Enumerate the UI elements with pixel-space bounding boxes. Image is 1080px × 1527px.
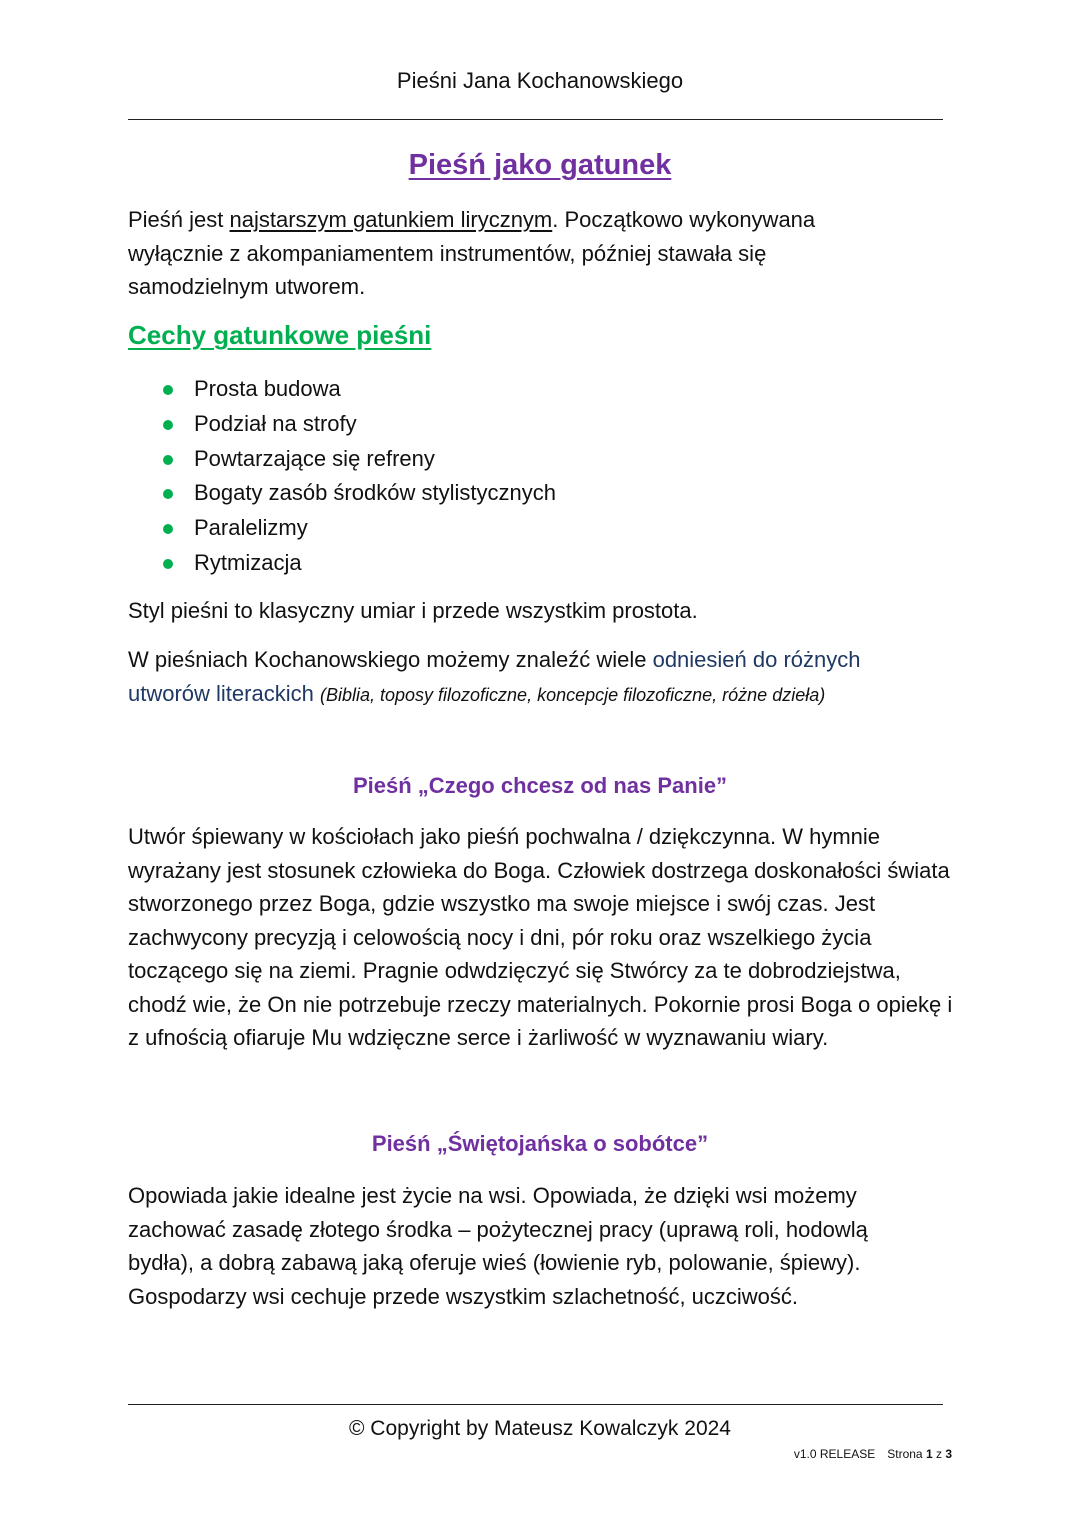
references-paragraph xyxy=(128,643,928,712)
song-paragraph-czego-chcesz: Utwór śpiewany w kościołach jako pieśń pochwalna / dziękczynna. W hymnie wyrażany jest stosunek człowieka do Boga. Człowiek dostrzega doskonałości świata stworzonego przez Boga, gdzie wszystko ma swoje miejsce i swój czas. Jest zachwycony precyzją i celowością nocy i dni, pór roku oraz wszelkiego życia toczącego się na ziemi. Pragnie odwdzięczyć się Stwórcy za te dobrodziejstwa, chodź wie, że On nie potrzebuje rzeczy materialnych. Pokornie prosi Boga o opiekę i z ufnością ofiaruje Mu wdzięczne serce i żarliwość w wyznawaniu wiary. xyxy=(128,824,953,1050)
page-header-title: Pieśni Jana Kochanowskiego xyxy=(396,68,684,93)
intro-text-start: Pieśń jest xyxy=(128,207,230,232)
bullet-icon xyxy=(163,489,173,499)
song-paragraph-swietojanska: Opowiada jakie idealne jest życie na wsi. Opowiada, że dzięki wsi możemy zachować zasadę złotego środka – pożytecznej pracy (uprawą roli, hodowlą bydła), a dobrą zabawą jaką oferuje wieś (łowienie ryb, polowanie, śpiewy). Gospodarzy wsi cechuje przede wszystkim szlachetność, uczciwość. xyxy=(128,1183,868,1309)
footer-divider xyxy=(128,1404,943,1405)
list-item xyxy=(160,511,556,546)
header-divider xyxy=(128,119,943,120)
bullet-icon xyxy=(163,524,173,534)
page-total: 3 xyxy=(945,1447,952,1461)
list-item-label: Prosta budowa xyxy=(194,376,341,401)
intro-paragraph xyxy=(128,203,888,304)
song-heading-swietojanska: Pieśń „Świętojańska o sobótce” xyxy=(371,1131,709,1156)
footer-version-info xyxy=(794,1447,952,1461)
style-paragraph: Styl pieśni to klasyczny umiar i przede wszystkim prostota. xyxy=(128,598,698,623)
list-item-label: Powtarzające się refreny xyxy=(194,445,435,471)
list-item-label: Rytmizacja xyxy=(194,549,302,575)
bullet-icon xyxy=(163,420,173,430)
list-item-label: Podział na strofy xyxy=(194,410,357,436)
bullet-icon xyxy=(163,385,173,395)
intro-text-end: . Początkowo wykonywana wyłącznie z akompaniamentem instrumentów, później stawała się samodzielnym utworem. xyxy=(128,207,816,299)
bullet-icon xyxy=(163,559,173,569)
references-text: W pieśniach Kochanowskiego możemy znaleźć wiele xyxy=(128,647,653,672)
main-heading: Pieśń jako gatunek xyxy=(408,149,672,181)
song-heading-czego-chcesz: Pieśń „Czego chcesz od nas Panie” xyxy=(352,773,728,798)
list-item xyxy=(160,372,556,407)
list-item-label: Bogaty zasób środków stylistycznych xyxy=(194,480,556,506)
list-item xyxy=(160,476,556,511)
page-current: 1 xyxy=(925,1447,933,1461)
page-of: z xyxy=(935,1447,942,1461)
footer-copyright: © Copyright by Mateusz Kowalczyk 2024 xyxy=(349,1417,731,1440)
list-item xyxy=(160,407,556,442)
references-note: (Biblia, toposy filozoficzne, koncepcje filozoficzne, różne dzieła) xyxy=(319,684,826,705)
intro-underlined-phrase: najstarszym gatunkiem lirycznym xyxy=(229,207,553,232)
features-list xyxy=(160,372,556,581)
list-item xyxy=(160,546,556,581)
list-item xyxy=(160,442,556,477)
list-item-label: Paralelizmy xyxy=(194,515,308,541)
bullet-icon xyxy=(163,455,173,465)
features-heading: Cechy gatunkowe pieśni xyxy=(128,320,432,350)
page-label: Strona xyxy=(887,1447,923,1461)
version-label: v1.0 RELEASE xyxy=(793,1447,876,1461)
references-highlight: odniesień do różnych utworów literackich xyxy=(128,647,861,706)
